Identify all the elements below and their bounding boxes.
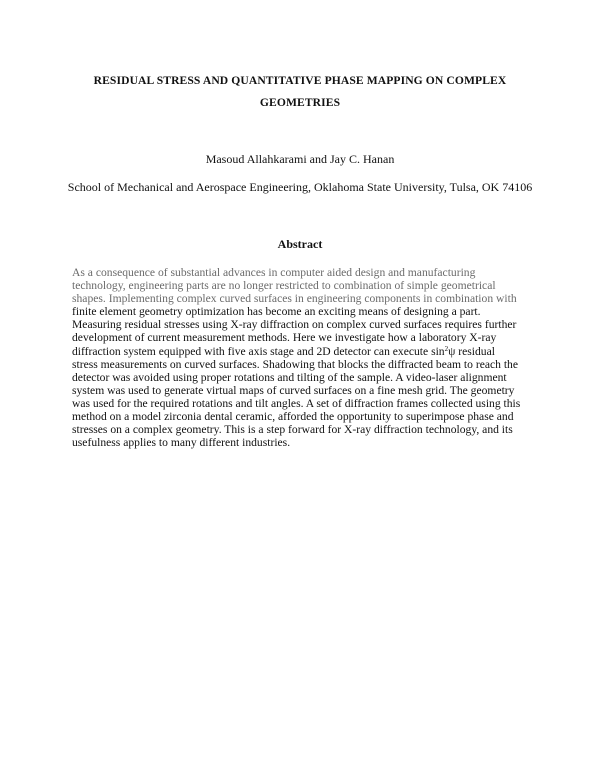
abstract-line: was used for the required rotations and tilt angles. A set of diffraction frames collected using this bbox=[72, 396, 521, 410]
abstract-line: development of current measurement methods. Here we investigate how a laboratory X-ray bbox=[72, 331, 497, 345]
affiliation: School of Mechanical and Aerospace Engineering, Oklahoma State University, Tulsa, OK 74106 bbox=[67, 180, 533, 194]
abstract-line-tail: ψ residual bbox=[448, 344, 495, 358]
abstract-heading: Abstract bbox=[277, 237, 323, 251]
title-line-2: GEOMETRIES bbox=[259, 96, 341, 109]
abstract-line: usefulness applies to many different industries. bbox=[72, 436, 291, 450]
abstract-line-text: diffraction system equipped with five axis stage and 2D detector can execute sin bbox=[72, 344, 445, 358]
abstract-line: Measuring residual stresses using X-ray diffraction on complex curved surfaces requires further bbox=[72, 318, 517, 332]
abstract-line: shapes. Implementing complex curved surfaces in engineering components in combination with bbox=[72, 292, 517, 306]
abstract-line: stress measurements on curved surfaces. Shadowing that blocks the diffracted beam to reach the bbox=[72, 357, 518, 371]
paper-title bbox=[70, 70, 530, 114]
abstract-superscript: 2 bbox=[444, 344, 449, 353]
abstract-line: method on a model zirconia dental ceramic, afforded the opportunity to superimpose phase and bbox=[72, 410, 514, 424]
abstract-line: finite element geometry optimization has become an exciting means of designing a part. bbox=[72, 305, 481, 319]
abstract-line: detector was avoided using proper rotations and tilting of the sample. A video-laser alignment bbox=[72, 370, 507, 384]
abstract-line: As a consequence of substantial advances in computer aided design and manufacturing bbox=[72, 266, 476, 279]
abstract-line: technology, engineering parts are no longer restricted to combination of simple geometrical bbox=[72, 279, 496, 293]
abstract-line bbox=[72, 345, 542, 358]
author-list: Masoud Allahkarami and Jay C. Hanan bbox=[205, 152, 395, 166]
abstract-body bbox=[72, 266, 542, 449]
title-line-1: RESIDUAL STRESS AND QUANTITATIVE PHASE MAPPING ON COMPLEX bbox=[93, 74, 507, 87]
abstract-line: stresses on a complex geometry. This is a step forward for X-ray diffraction technology, and its bbox=[72, 423, 513, 437]
abstract-line: system was used to generate virtual maps of curved surfaces on a fine mesh grid. The geometry bbox=[72, 383, 515, 397]
